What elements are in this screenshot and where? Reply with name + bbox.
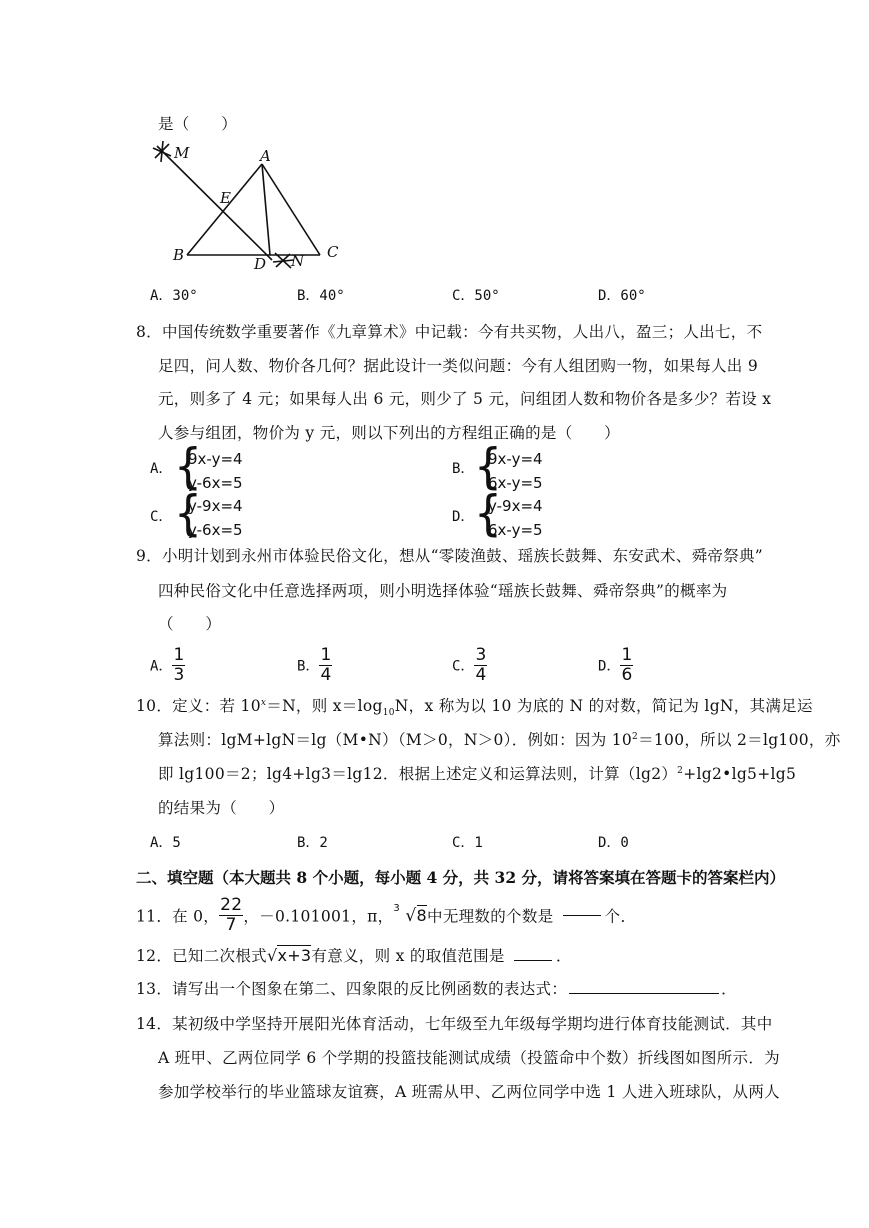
perpendicular-bisector-line [157,146,272,260]
segment-ad [262,164,270,255]
q10-line-1: 10．定义：若 $10^x=N$，则 $x=\log_{10}N$，x 称为以 10 为底的 N 的对数，简记为 lgN，其满足运 [136,697,813,719]
q8-option-d-label: D． [452,509,475,525]
q8-option-a-label: A． [150,461,173,477]
q9-option-a: A． $\frac{1}{3}$ [150,645,185,685]
q10-line-3: 即 lg100＝2；lg4+lg3＝lg12．根据上述定义和运算法则，计算$(\lg 2)^2+\lg 2•\lg 5+\lg 5$ [158,765,797,783]
q8-option-b-label: B． [452,461,475,477]
q7-option-b: B．40° [297,288,345,304]
q12-line: 12．已知二次根式√x+3有意义，则 x 的取值范围是 ． [136,946,572,965]
q8-line-4: 人参与组团，物价为 y 元，则以下列出的方程组正确的是（ ） [158,424,620,442]
q8-option-c-label: C． [150,509,173,525]
q10-line-2: 算法则：lgM+lgN＝lg（M•N）（M＞0，N＞0）．例如：因为 $10^2=100$，所以 2＝lg100，亦 [158,731,841,749]
label-a: A [260,147,271,165]
q12-sqrt: √x+3 [266,946,312,965]
q10-option-a: A．5 [150,835,181,851]
q13-answer-blank [569,993,719,994]
label-n: N [291,252,305,270]
q12-answer-blank [514,960,552,961]
side-ba [187,164,262,255]
q7-option-a: A．30° [150,288,198,304]
q9-option-b: B． $\frac{1}{4}$ [297,645,332,685]
q8-option-a-system: { 9x-y=4 y-6x=5 [174,438,243,495]
q9-line-2: 四种民俗文化中任意选择两项，则小明选择体验“瑶族长鼓舞、舜帝祭典”的概率为 [158,582,728,600]
q7-option-d: D．60° [598,288,646,304]
label-b: B [173,246,185,264]
q8-option-c-system: { y-9x=4 y-6x=5 [174,485,243,542]
q10-option-c: C．1 [452,835,483,851]
q10-option-d: D．0 [598,835,629,851]
q10-line-4: 的结果为（ ） [158,799,285,817]
q7-tail-text: 是（ ） [158,115,238,133]
q14-line-3: 参加学校举行的毕业篮球友谊赛，A 班需从甲、乙两位同学中选 1 人进入班球队，从两人 [158,1083,780,1101]
side-ac [262,164,320,255]
q8-line-3: 元，则多了 4 元；如果每人出 6 元，则少了 5 元，问组团人数和物价各是多少？若设 x [158,390,772,408]
q9-line-3: （ ） [158,615,222,633]
q13-line: 13．请写出一个图象在第二、四象限的反比例函数的表达式： ． [136,980,737,998]
q11-cube-root: 3 √8 [393,902,428,926]
q14-line-1: 14．某初级中学坚持开展阳光体育活动，七年级至九年级每学期均进行体育技能测试．其中 [136,1015,773,1033]
label-m: M [174,144,190,162]
q14-line-2: A 班甲、乙两位同学 6 个学期的投篮技能测试成绩（投篮命中个数）折线图如图所示．为 [158,1049,780,1067]
q7-triangle-figure [150,138,350,273]
q11-fraction: $\frac{22}{7}$ [220,895,243,935]
q11-answer-blank [563,915,601,916]
q7-option-c: C．50° [452,288,500,304]
q9-option-d: D． $\frac{1}{6}$ [598,645,633,685]
q9-option-c: C． $\frac{3}{4}$ [452,645,487,685]
label-e: E [220,189,231,207]
q11-line: 11．在 0， $\frac{22}{7}$ ，－0.101001，π， 3 √8中无理数的个数是 个． [136,895,637,935]
q8-option-b-system: { 9x-y=4 6x-y=5 [474,438,543,495]
q10-option-b: B．2 [297,835,328,851]
section-2-heading: 二、填空题（本大题共 8 个小题，每小题 4 分，共 32 分，请将答案填在答题卡的答案栏内） [136,868,786,887]
label-c: C [327,243,339,261]
q8-line-1: 8．中国传统数学重要著作《九章算术》中记载：今有共买物，人出八，盈三；人出七，不 [136,323,763,341]
q8-option-d-system: { y-9x=4 6x-y=5 [474,485,543,542]
q8-line-2: 足四，问人数、物价各几何？据此设计一类似问题：今有人组团购一物，如果每人出 9 [158,357,758,375]
q9-line-1: 9．小明计划到永州市体验民俗文化，想从“零陵渔鼓、瑶族长鼓舞、东安武术、舜帝祭典” [136,547,764,565]
label-d: D [254,255,267,273]
arc-mark-m [153,141,171,162]
